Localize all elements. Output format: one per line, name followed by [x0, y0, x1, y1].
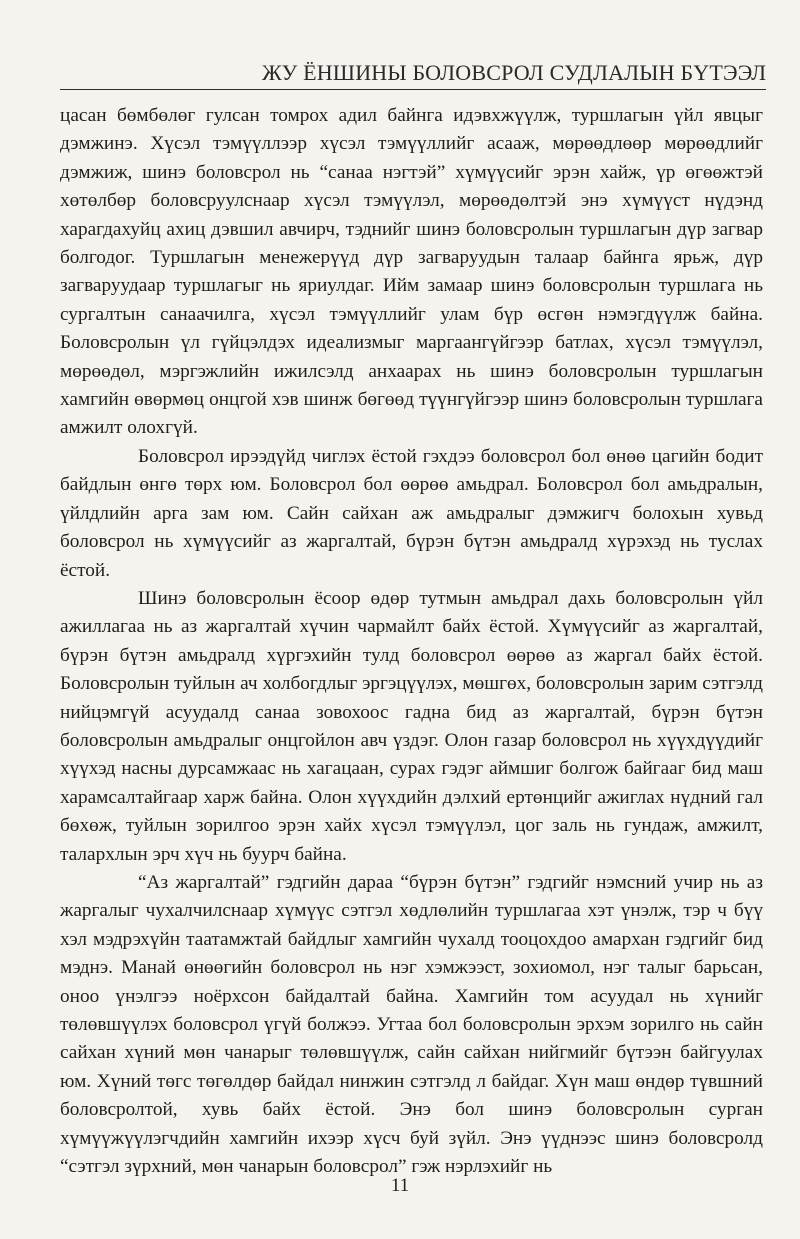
paragraph-1: цасан бөмбөлөг гулсан томрох адил байнга идэвхжүүлж, туршлагын үйл явцыг дэмжинэ. Хүсэл тэмүүллээр хүсэл тэмүүллийг асааж, мөрөөдлөөр мөрөөдлийг дэмжиж, шинэ боловсрол нь “санаа нэгтэй” хүмүүсийг эрэн хайж, үр өгөөжтэй хөтөлбөр боловсруулснаар хүсэл тэмүүлэл, мөрөөдөлтэй энэ хүмүүст нүдэнд харагдахуйц ахиц дэвшил авчирч, тэднийг шинэ боловсролын туршлагын дүр загвар болгодог. Туршлагын менежерүүд дүр загваруудын талаар байнга ярьж, дүр загваруудаар туршлагыг нь яриулдаг. Ийм замаар шинэ боловсролын туршлага нь сургалтын санаачилга, хүсэл тэмүүллийг улам бүр өсгөн нэмэгдүүлж байна. Боловсролын үл гүйцэлдэх идеализмыг маргаангүйгээр батлах, хүсэл тэмүүлэл, мөрөөдөл, мэргэжлийн ижилсэлд анхаарах нь шинэ боловсролын туршлагын хамгийн өвөрмөц онцгой хэв шинж бөгөөд түүнгүйгээр шинэ боловсролын туршлага амжилт олохгүй.	[60, 105, 763, 439]
running-header: ЖУ ЁНШИНЫ БОЛОВСРОЛ СУДЛАЛЫН БҮТЭЭЛ	[262, 60, 767, 85]
paragraph-3: Шинэ боловсролын ёсоор өдөр тутмын амьдрал дахь боловсролын үйл ажиллагаа нь аз жаргалтай хүчин чармайлт байх ёстой. Хүмүүсийг аз жаргалтай, бүрэн бүтэн амьдралд хүргэхийн тулд боловсрол өөрөө аз жаргал байх ёстой. Боловсролын туйлын ач холбогдлыг эргэцүүлэх, мөшгөх, боловсролын зарим сэтгэлд нийцэмгүй асуудалд санаа зовохоос гадна бид аз жаргалтай, бүрэн бүтэн боловсролын амьдралыг онцгойлон авч үздэг. Олон газар боловсрол нь хүүхдүүдийг хүүхэд насны дурсамжаас нь хагацаан, сурах гэдэг аймшиг болгож байгааг бид маш харамсалтайгаар харж байна. Олон хүүхдийн дэлхий ертөнцийг ажиглах нүдний гал бөхөж, туйлын зорилгоо эрэн хайх хүсэл тэмүүлэл, цог заль нь гундаж, амжилт, талархлын эрч хүч нь буурч байна.	[60, 587, 763, 865]
header-rule	[60, 89, 766, 90]
page-number: 11	[390, 1175, 410, 1196]
paragraph-2: Боловсрол ирээдүйд чиглэх ёстой гэхдээ боловсрол бол өнөө цагийн бодит байдлын өнгө төрх юм. Боловсрол бол өөрөө амьдрал. Боловсрол бол амьдралын, үйлдлийн арга зам юм. Сайн сайхан аж амьдралыг дэмжигч болохын хувьд боловсрол нь хүмүүсийг аз жаргалтай, бүрэн бүтэн амьдралд хүрэхэд нь туслах ёстой.	[60, 445, 763, 581]
body-text	[60, 102, 763, 1181]
paragraph-4: “Аз жаргалтай” гэдгийн дараа “бүрэн бүтэн” гэдгийг нэмсний учир нь аз жаргалыг чухалчилснаар хүмүүс сэтгэл хөдлөлийн туршлагаа хэт үнэлж, тэр ч бүү хэл мэдрэхүйн таатамжтай байдлыг хамгийн чухалд тооцохдоо амархан гэдгийг бид мэднэ. Манай өнөөгийн боловсрол нь нэг хэмжээст, зохиомол, нэг талыг барьсан, оноо үнэлгээ ноёрхсон байдалтай байна. Хамгийн том асуудал нь хүнийг төлөвшүүлэх боловсрол үгүй болжээ. Угтаа бол боловсролын эрхэм зорилго нь сайн сайхан хүний мөн чанарыг төлөвшүүлж, сайн сайхан нийгмийг бүтээн байгуулах юм. Хүний төгс төгөлдөр байдал нинжин сэтгэлд л байдаг. Хүн маш өндөр түвшний боловсролтой, хувь байх ёстой. Энэ бол шинэ боловсролын сурган хүмүүжүүлэгчдийн хамгийн ихээр хүсч буй зүйл. Энэ үүднээс шинэ боловсролд “сэтгэл зүрхний, мөн чанарын боловсрол” гэж нэрлэхийг нь	[60, 871, 763, 1178]
